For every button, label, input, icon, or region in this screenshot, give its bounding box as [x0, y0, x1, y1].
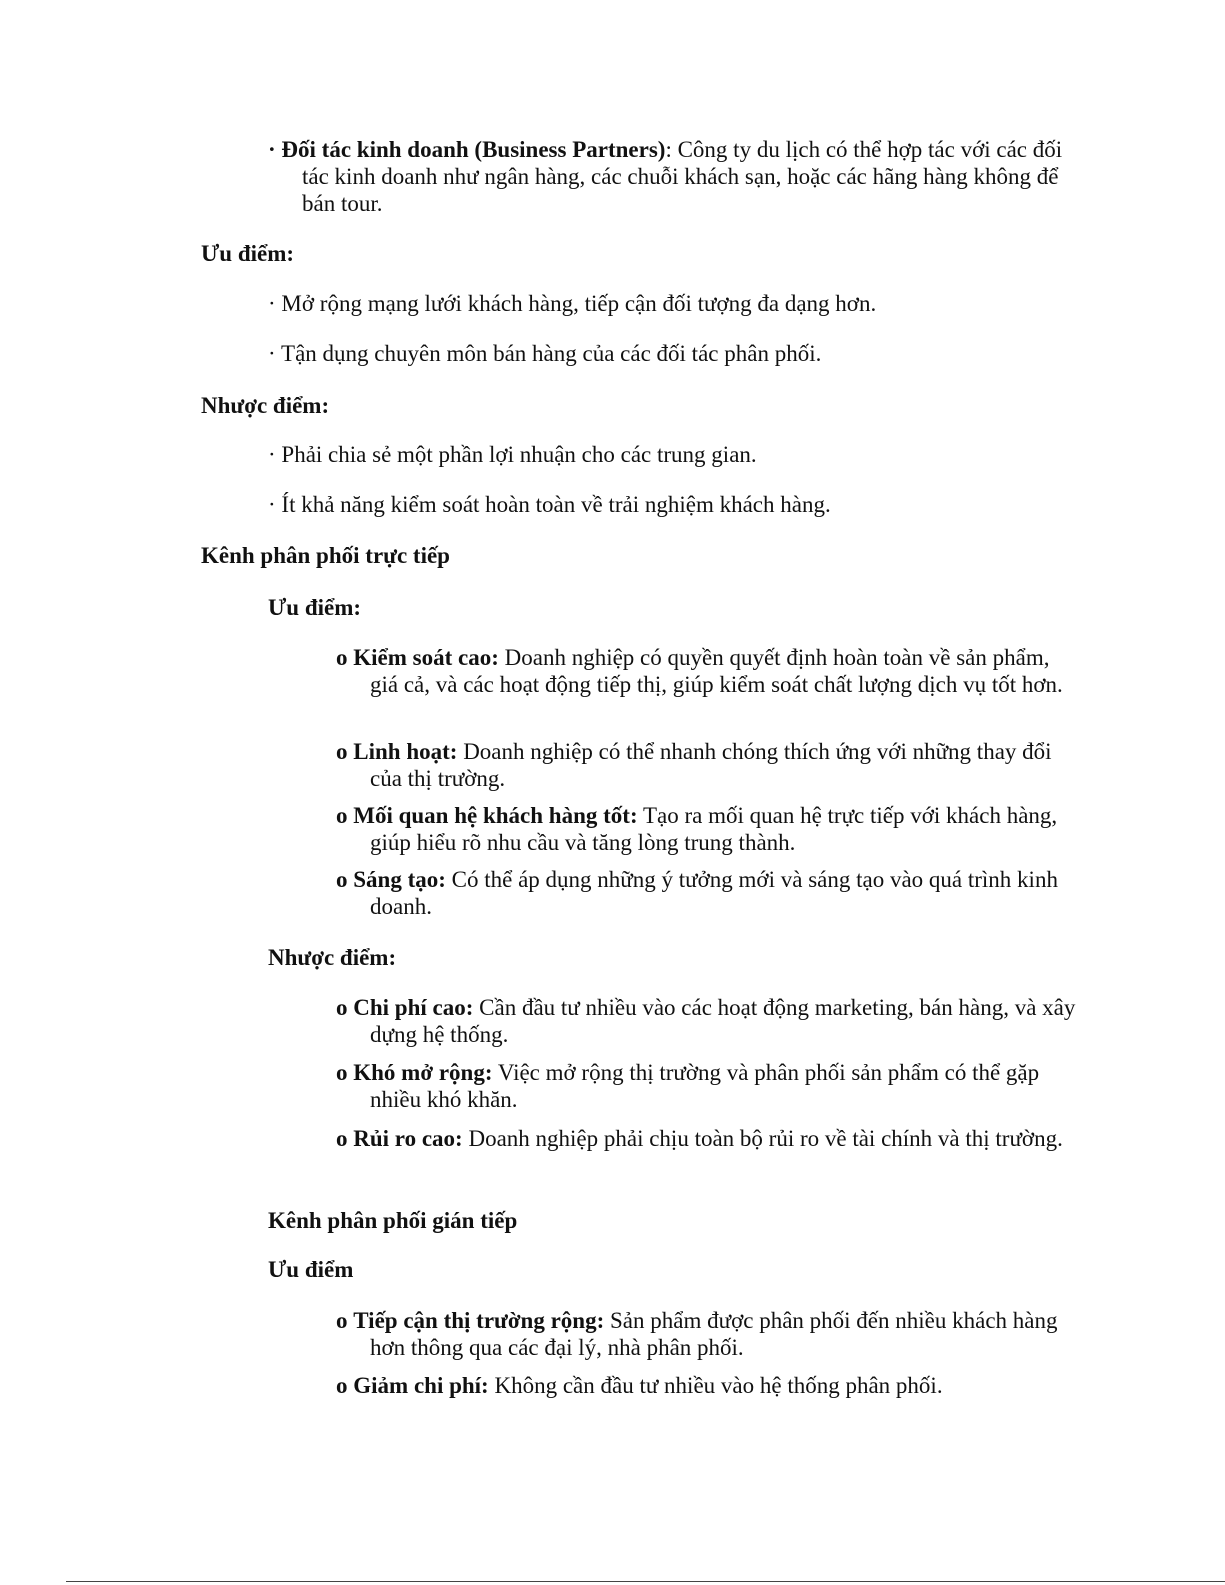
item-text: Cần đầu tư nhiều vào các hoạt động marketing, bán hàng, và xây dựng hệ thống. [370, 995, 1076, 1047]
cons-item [268, 441, 1082, 468]
partners-text: : Công ty du lịch có thể hợp tác với các đối tác kinh doanh như ngân hàng, các chuỗi khách sạn, hoặc các hãng hàng không để bán tour. [302, 137, 1063, 216]
partners-item [268, 136, 1082, 217]
partners-term: Đối tác kinh doanh (Business Partners) [281, 137, 666, 162]
item-term: Rủi ro cao: [353, 1126, 463, 1151]
sub-bullet: o [336, 803, 348, 828]
pros-item [268, 340, 1082, 367]
item-term: Mối quan hệ khách hàng tốt: [353, 803, 638, 828]
sub-bullet: o [336, 1126, 348, 1151]
item-text: Doanh nghiệp phải chịu toàn bộ rủi ro về tài chính và thị trường. [462, 1126, 1063, 1151]
direct-cons-item [336, 1125, 1082, 1152]
cons-heading: Nhược điểm: [201, 393, 330, 418]
direct-pros-heading: Ưu điểm: [268, 595, 362, 620]
indirect-pros-item [336, 1307, 1082, 1361]
direct-cons-item [336, 1059, 1082, 1113]
bullet: · [268, 341, 276, 366]
item-term: Sáng tạo: [353, 867, 446, 892]
bullet: · [268, 137, 276, 162]
direct-channel-heading: Kênh phân phối trực tiếp [201, 543, 450, 568]
direct-pros-item [336, 866, 1082, 920]
bullet: · [268, 442, 276, 467]
sub-bullet: o [336, 1373, 348, 1398]
item-text: Doanh nghiệp có thể nhanh chóng thích ứng với những thay đổi của thị trường. [370, 739, 1052, 791]
indirect-channel-heading: Kênh phân phối gián tiếp [268, 1208, 518, 1233]
bullet: · [268, 291, 276, 316]
cons-item-text: Ít khả năng kiểm soát hoàn toàn về trải nghiệm khách hàng. [281, 492, 831, 517]
item-text: Có thể áp dụng những ý tưởng mới và sáng tạo vào quá trình kinh doanh. [370, 867, 1058, 919]
direct-cons-heading: Nhược điểm: [268, 945, 397, 970]
item-term: Giảm chi phí: [353, 1373, 489, 1398]
sub-bullet: o [336, 1060, 348, 1085]
page-bottom-rule [66, 1581, 1225, 1582]
pros-item [268, 290, 1082, 317]
item-term: Linh hoạt: [353, 739, 458, 764]
item-term: Kiểm soát cao: [353, 645, 499, 670]
item-text: Không cần đầu tư nhiều vào hệ thống phân phối. [488, 1373, 943, 1398]
item-term: Chi phí cao: [353, 995, 474, 1020]
item-term: Tiếp cận thị trường rộng: [353, 1308, 605, 1333]
sub-bullet: o [336, 739, 348, 764]
pros-heading: Ưu điểm: [201, 241, 295, 266]
item-text: Việc mở rộng thị trường và phân phối sản phẩm có thể gặp nhiều khó khăn. [370, 1060, 1040, 1112]
item-text: Doanh nghiệp có quyền quyết định hoàn toàn về sản phẩm, giá cả, và các hoạt động tiếp thị, giúp kiểm soát chất lượng dịch vụ tốt hơn. [370, 645, 1063, 697]
indirect-pros-item [336, 1372, 1082, 1399]
direct-pros-item [336, 802, 1082, 856]
sub-bullet: o [336, 995, 348, 1020]
item-text: Tạo ra mối quan hệ trực tiếp với khách hàng, giúp hiểu rõ nhu cầu và tăng lòng trung thành. [370, 803, 1058, 855]
cons-item-text: Phải chia sẻ một phần lợi nhuận cho các trung gian. [281, 442, 757, 467]
item-term: Khó mở rộng: [353, 1060, 493, 1085]
direct-cons-item [336, 994, 1082, 1048]
sub-bullet: o [336, 1308, 348, 1333]
cons-item [268, 491, 1082, 518]
direct-pros-item [336, 644, 1082, 698]
pros-item-text: Mở rộng mạng lưới khách hàng, tiếp cận đối tượng đa dạng hơn. [281, 291, 877, 316]
sub-bullet: o [336, 867, 348, 892]
pros-item-text: Tận dụng chuyên môn bán hàng của các đối tác phân phối. [281, 341, 822, 366]
direct-pros-item [336, 738, 1082, 792]
item-text: Sản phẩm được phân phối đến nhiều khách hàng hơn thông qua các đại lý, nhà phân phối. [370, 1308, 1058, 1360]
sub-bullet: o [336, 645, 348, 670]
indirect-pros-heading: Ưu điểm [268, 1257, 354, 1282]
bullet: · [268, 492, 276, 517]
